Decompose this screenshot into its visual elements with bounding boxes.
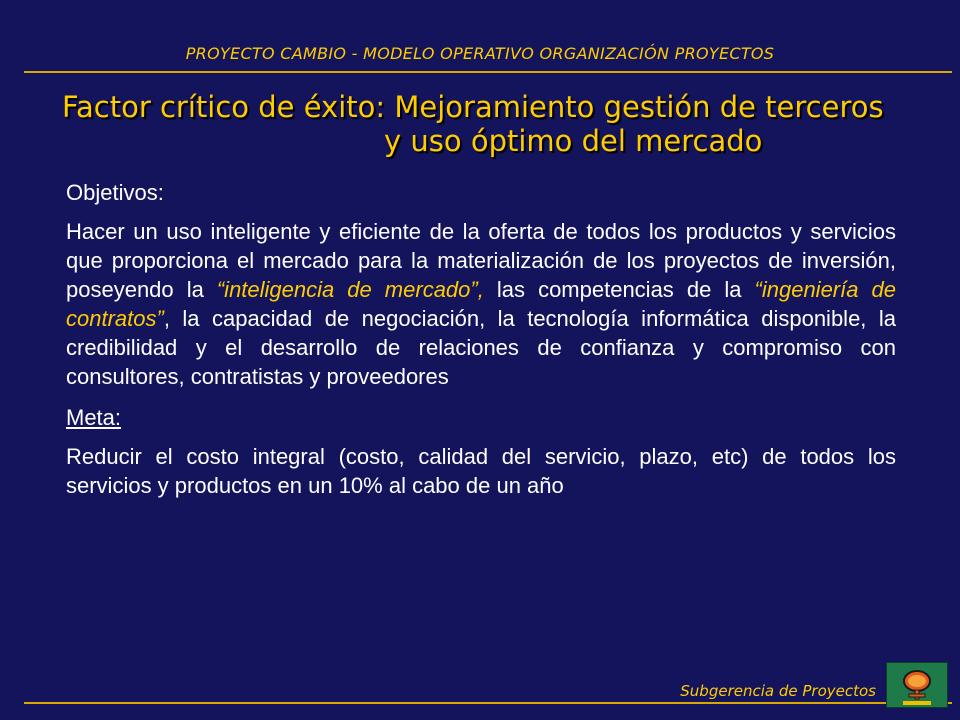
slide-title [62,90,922,158]
spacer [66,391,896,403]
footer-text: Subgerencia de Proyectos [680,682,876,700]
top-divider [24,71,952,73]
meta-heading [66,403,896,432]
header-text: PROYECTO CAMBIO - MODELO OPERATIVO ORGANIZACIÓN PROYECTOS [185,44,775,63]
title-line-1: Factor crítico de éxito: Mejoramiento gestión de terceros [62,90,884,124]
objetivos-emphasis-1: “inteligencia de mercado”, [216,277,484,302]
slide-content [66,178,896,500]
bottom-divider [24,702,952,704]
meta-paragraph: Reducir el costo integral (costo, calidad del servicio, plazo, etc) de todos los servicios y productos en un 10% al cabo de un año [66,444,896,498]
objetivos-text-2: las competencias de la [483,277,755,302]
title-line-2: y uso óptimo del mercado [384,124,763,158]
objetivos-paragraph [66,217,896,391]
company-logo-icon [886,662,948,708]
objetivos-emphasis-2: “ingeniería de contratos” [66,277,896,331]
objetivos-text-1: Hacer un uso inteligente y eficiente de la oferta de todos los productos y servicios que proporciona el mercado para la materialización de los proyectos de inversión, poseyendo la [66,219,896,302]
meta-heading-label: Meta: [66,405,122,430]
objetivos-heading: Objetivos: [66,180,164,205]
objetivos-text-3: , la capacidad de negociación, la tecnología informática disponible, la credibilidad y el desarrollo de relaciones de confianza y compromiso con consultores, contratistas y proveedores [66,306,896,389]
